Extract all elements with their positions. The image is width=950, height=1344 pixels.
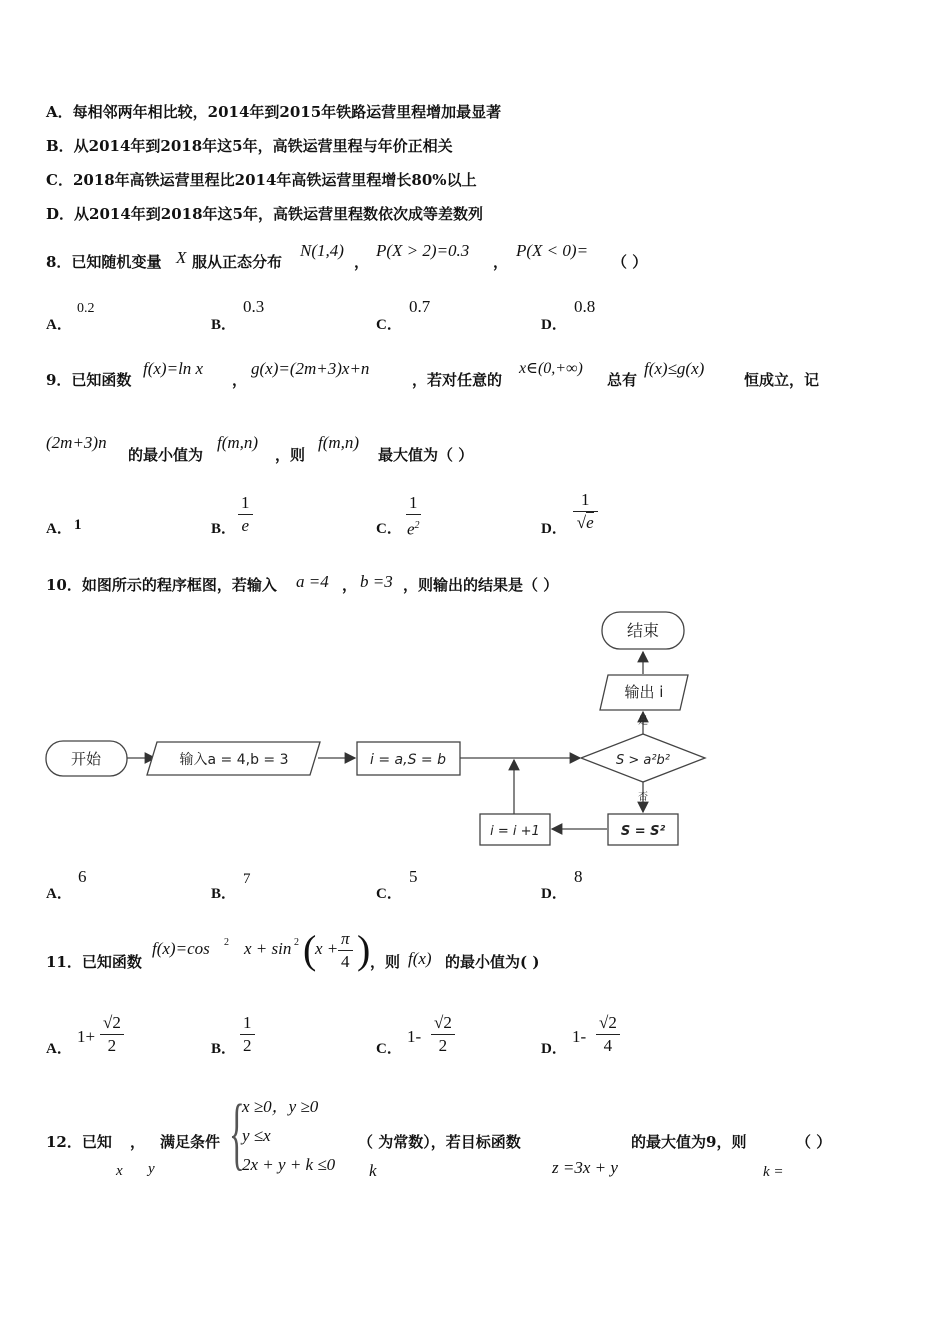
q10-label-a: A． (46, 886, 72, 902)
q11-f-part1: f(x)=cos (152, 939, 210, 958)
q8-var: X (176, 248, 187, 267)
q8-label-b: B． (211, 317, 237, 333)
q11-f-part2: x + sin (244, 939, 292, 958)
q11-fraction-d (596, 1014, 620, 1055)
q9-inequality: f(x)≤g(x) (644, 359, 705, 378)
q9-stem-prefix: 9．已知函数 (46, 371, 132, 389)
q8-condition-2: P(X < 0)= (516, 241, 589, 260)
q7-option-a: A．每相邻两年相比较，2014年到2015年铁路运营里程增加最显著 (46, 103, 502, 121)
q10-sep: ， (342, 576, 358, 594)
q7-option-d: D．从2014年到2018年这5年，高铁运营里程数依次成等差数列 (46, 205, 483, 223)
q11-a-prefix: 1+ (77, 1027, 96, 1046)
q8-value-b: 0.3 (243, 297, 265, 316)
q11-fraction-c (431, 1014, 455, 1055)
q8-stem-mid: 服从正态分布 (192, 253, 283, 271)
q10-input-a: a =4 (296, 572, 329, 591)
q9-value-a: 1 (74, 517, 82, 533)
q9-fmn-2: f(m,n) (318, 433, 360, 452)
q9-label-a: A． (46, 521, 72, 537)
q11-exp2: 2 (294, 937, 299, 948)
q11-b-denominator: 2 (243, 1036, 252, 1055)
q11-fraction-a (100, 1014, 124, 1055)
q12-objective: z =3x + y (552, 1158, 618, 1177)
q10-value-b: 7 (243, 871, 251, 887)
q7-option-c: C．2018年高铁运营里程比2014年高铁运营里程增长80%以上 (46, 171, 477, 189)
q9-d-numerator: 1 (573, 491, 598, 512)
q9-expression: (2m+3)n (46, 433, 107, 452)
q9-then: ，则 (275, 446, 306, 464)
q8-sep1: ， (354, 253, 370, 271)
q8-stem-prefix: 8．已知随机变量 (46, 253, 162, 271)
flow-input-label: 输入a = 4,b = 3 (179, 752, 289, 768)
q9-c-denominator: e (406, 519, 415, 539)
q9-f-definition: f(x)=ln x (143, 359, 204, 378)
q9-label-d: D． (541, 521, 567, 537)
q9-d-root-sign: √ (576, 513, 587, 532)
q11-label-c: C． (376, 1041, 402, 1057)
flow-increment-label: i = i +1 (490, 824, 540, 839)
q8-value-a: 0.2 (77, 301, 95, 316)
q11-c-numerator: √2 (431, 1014, 455, 1035)
flow-assign-label: i = a,S = b (370, 752, 446, 768)
q9-sep1: ， (232, 371, 248, 389)
q9-tail: 恒成立，记 (744, 371, 820, 389)
q8-label-d: D． (541, 317, 567, 333)
q9-domain: x∈(0,+∞) (519, 360, 583, 377)
q10-label-c: C． (376, 886, 402, 902)
q11-b-numerator: 1 (240, 1014, 255, 1035)
q11-exp1: 2 (224, 937, 229, 948)
q11-then: ，则 (370, 953, 401, 971)
q12-max-text: 的最大值为9，则 (631, 1133, 747, 1151)
q11-label-b: B． (211, 1041, 237, 1057)
q8-value-c: 0.7 (409, 297, 431, 316)
q11-d-prefix: 1- (572, 1027, 587, 1046)
q9-label-b: B． (211, 521, 237, 537)
q9-b-numerator: 1 (238, 494, 253, 515)
q8-condition-1: P(X > 2)=0.3 (376, 241, 470, 260)
q9-g-definition: g(x)=(2m+3)x+n (251, 359, 370, 378)
q10-label-b: B． (211, 886, 237, 902)
flow-yes-label: 是 (638, 716, 648, 727)
q12-paren: （ ） (796, 1133, 832, 1151)
q12-stem-prefix: 12．已知 (46, 1133, 112, 1151)
flow-no-label: 否 (638, 792, 648, 803)
q12-k: k (369, 1161, 377, 1180)
q12-system-line-1: x ≥0，y ≥0 (242, 1097, 319, 1116)
q12-y: y (148, 1161, 155, 1177)
q9-d-denominator: e (586, 513, 594, 532)
q8-value-d: 0.8 (574, 297, 596, 316)
q12-system-line-3: 2x + y + k ≤0 (242, 1155, 336, 1174)
q10-value-d: 8 (574, 867, 583, 886)
q11-label-d: D． (541, 1041, 567, 1057)
q11-d-numerator: √2 (596, 1014, 620, 1035)
q8-distribution: N(1,4) (300, 241, 344, 260)
q11-fraction-b (240, 1014, 255, 1055)
q10-value-a: 6 (78, 867, 87, 886)
flow-square-label: S = S² (620, 824, 666, 839)
q9-c-exponent: 2 (414, 520, 420, 531)
q11-arg-x: x + (315, 939, 339, 958)
flow-output-label: 输出 i (624, 683, 664, 701)
q12-constant-text: （ 为常数），若目标函数 (358, 1133, 521, 1151)
q9-label-c: C． (376, 521, 402, 537)
q7-option-b: B．从2014年到2018年这5年，高铁运营里程与年价正相关 (46, 137, 453, 155)
q11-suffix: 的最小值为( ) (445, 953, 540, 971)
q11-fraction-pi-4 (338, 930, 353, 971)
q10-value-c: 5 (409, 867, 418, 886)
q9-c-numerator: 1 (406, 494, 421, 515)
q11-fx: f(x) (408, 949, 432, 968)
q12-condition-text: 满足条件 (160, 1133, 221, 1151)
q11-pi: π (338, 930, 353, 951)
q10-stem-prefix: 10．如图所示的程序框图，若输入 (46, 576, 277, 594)
q11-d-denominator: 4 (603, 1036, 613, 1055)
flow-start-label: 开始 (70, 750, 102, 768)
q12-system-line-2: y ≤x (242, 1126, 271, 1145)
q11-c-denominator: 2 (438, 1036, 448, 1055)
q8-sep2: ， (493, 253, 509, 271)
q11-left-paren: ( (303, 927, 317, 972)
q11-right-paren: ) (357, 927, 371, 972)
q12-x: x (116, 1163, 123, 1179)
q11-stem-prefix: 11．已知函数 (46, 953, 142, 971)
q8-paren: （ ） (612, 253, 648, 271)
flow-condition-label: S > a²b² (615, 753, 671, 768)
q10-input-b: b =3 (360, 572, 393, 591)
q10-stem-suffix: ，则输出的结果是（ ） (403, 576, 559, 594)
q11-c-prefix: 1- (407, 1027, 422, 1046)
q11-label-a: A． (46, 1041, 72, 1057)
q9-fmn: f(m,n) (217, 433, 259, 452)
q10-label-d: D． (541, 886, 567, 902)
q11-a-denominator: 2 (107, 1036, 117, 1055)
q9-max-text: 最大值为（ ） (378, 446, 474, 464)
q9-min-text: 的最小值为 (128, 446, 204, 464)
q9-b-denominator: e (241, 516, 250, 535)
q9-always: 总有 (607, 371, 638, 389)
q12-comma: ， (130, 1133, 146, 1151)
q12-system-brace: { (229, 1087, 245, 1178)
q9-condition-text: ，若对任意的 (412, 371, 503, 389)
flow-end-label: 结束 (626, 621, 660, 640)
q12-k-equals: k = (763, 1164, 784, 1180)
q11-four: 4 (341, 952, 350, 971)
q8-label-c: C． (376, 317, 402, 333)
q8-label-a: A． (46, 317, 72, 333)
q11-a-numerator: √2 (100, 1014, 124, 1035)
